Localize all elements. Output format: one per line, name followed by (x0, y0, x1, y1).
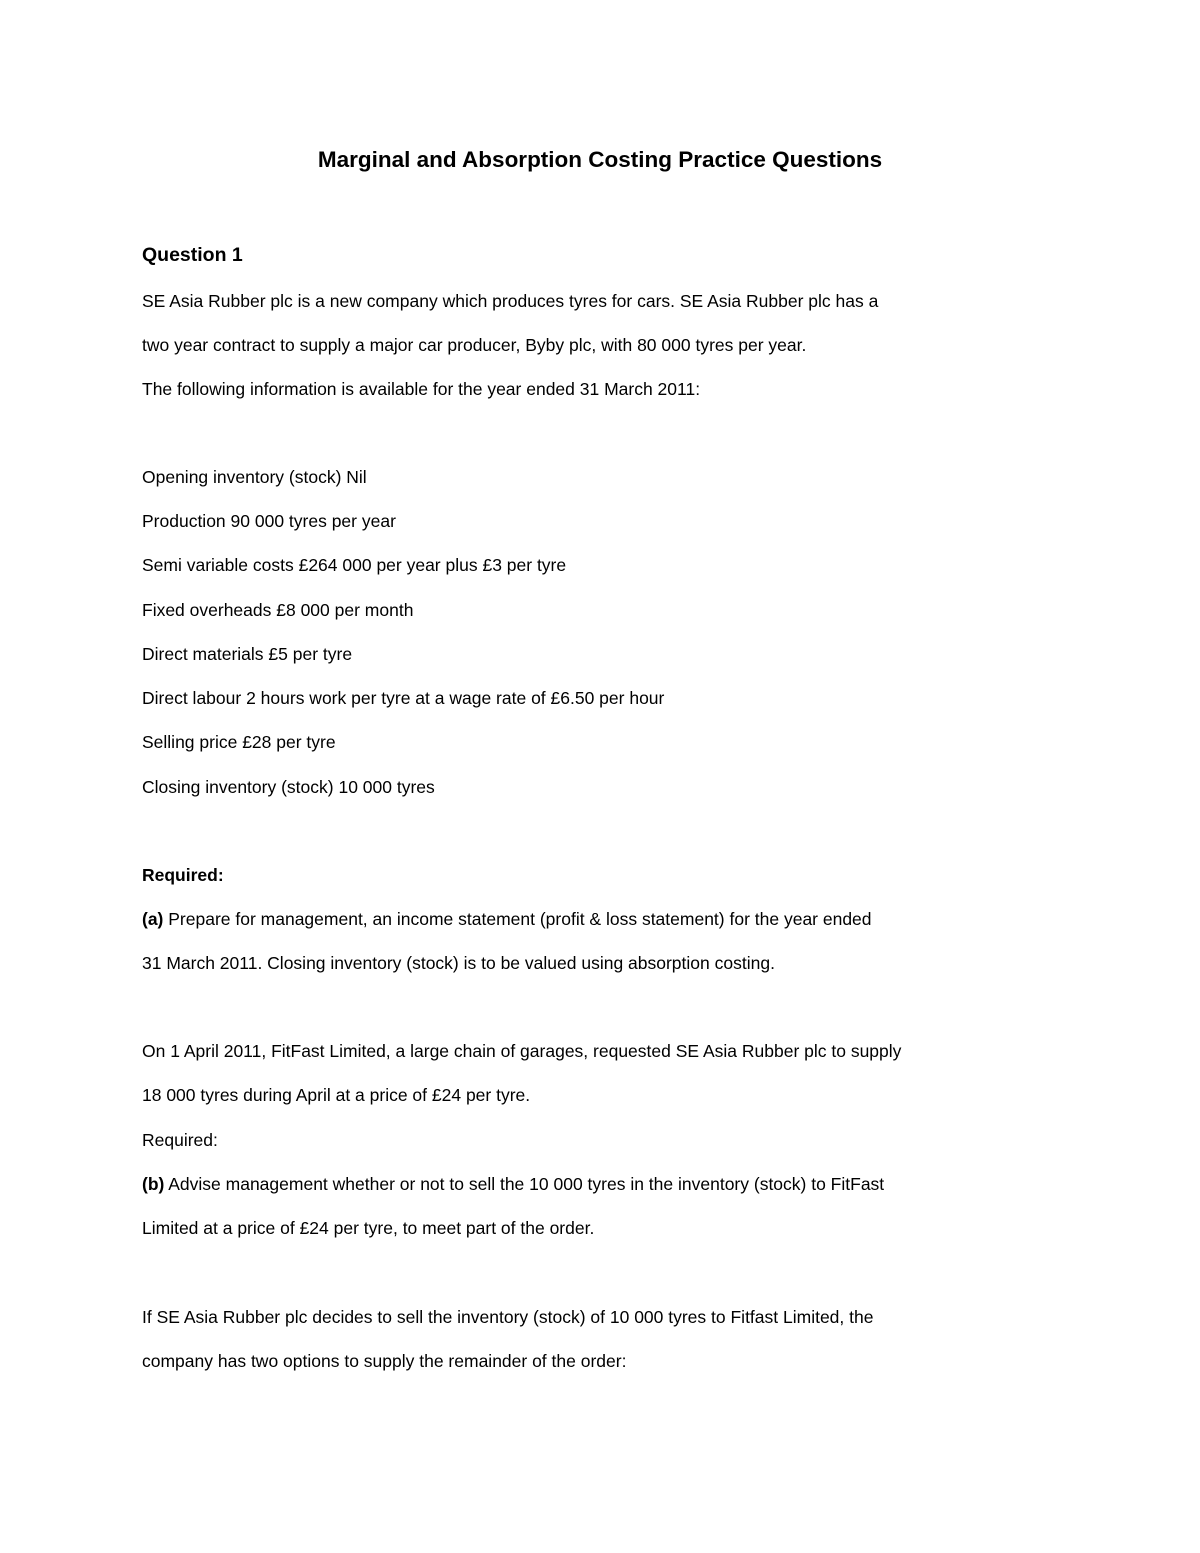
fact-fixed-overheads: Fixed overheads £8 000 per month (142, 600, 414, 620)
fact-selling-price: Selling price £28 per tyre (142, 732, 336, 752)
fact-opening-inventory: Opening inventory (stock) Nil (142, 467, 367, 487)
intro-line-1: SE Asia Rubber plc is a new company which produces tyres for cars. SE Asia Rubber plc has a (142, 291, 879, 311)
fact-semi-variable-costs: Semi variable costs £264 000 per year plus £3 per tyre (142, 555, 567, 575)
document-title: Marginal and Absorption Costing Practice Questions (317, 147, 883, 172)
part-b-line-1 (142, 1171, 884, 1197)
part-b-text: Advise management whether or not to sell the 10 000 tyres in the inventory (stock) to FitFast (164, 1174, 885, 1194)
fact-production: Production 90 000 tyres per year (142, 511, 396, 531)
intro-line-2: two year contract to supply a major car producer, Byby plc, with 80 000 tyres per year. (142, 335, 807, 355)
fitfast-line-2: 18 000 tyres during April at a price of £24 per tyre. (142, 1085, 531, 1105)
fact-direct-materials: Direct materials £5 per tyre (142, 644, 353, 664)
part-a-text: Prepare for management, an income statement (profit & loss statement) for the year ended (163, 909, 872, 929)
fact-closing-inventory: Closing inventory (stock) 10 000 tyres (142, 777, 435, 797)
part-a-label: (a) (142, 909, 164, 929)
closing-line-2: company has two options to supply the remainder of the order: (142, 1351, 627, 1371)
fact-direct-labour: Direct labour 2 hours work per tyre at a wage rate of £6.50 per hour (142, 688, 665, 708)
intro-line-3: The following information is available for the year ended 31 March 2011: (142, 379, 701, 399)
question-heading: Question 1 (142, 244, 243, 266)
part-a-line-1 (142, 906, 872, 932)
fitfast-line-1: On 1 April 2011, FitFast Limited, a large chain of garages, requested SE Asia Rubber plc to supply (142, 1041, 902, 1061)
closing-line-1: If SE Asia Rubber plc decides to sell the inventory (stock) of 10 000 tyres to Fitfast Limited, the (142, 1307, 874, 1327)
part-b-label: (b) (142, 1174, 165, 1194)
required-heading-bold: Required: (142, 865, 224, 885)
required-heading-plain: Required: (142, 1130, 218, 1150)
part-a-line-2: 31 March 2011. Closing inventory (stock) is to be valued using absorption costing. (142, 953, 775, 973)
part-b-line-2: Limited at a price of £24 per tyre, to meet part of the order. (142, 1218, 595, 1238)
